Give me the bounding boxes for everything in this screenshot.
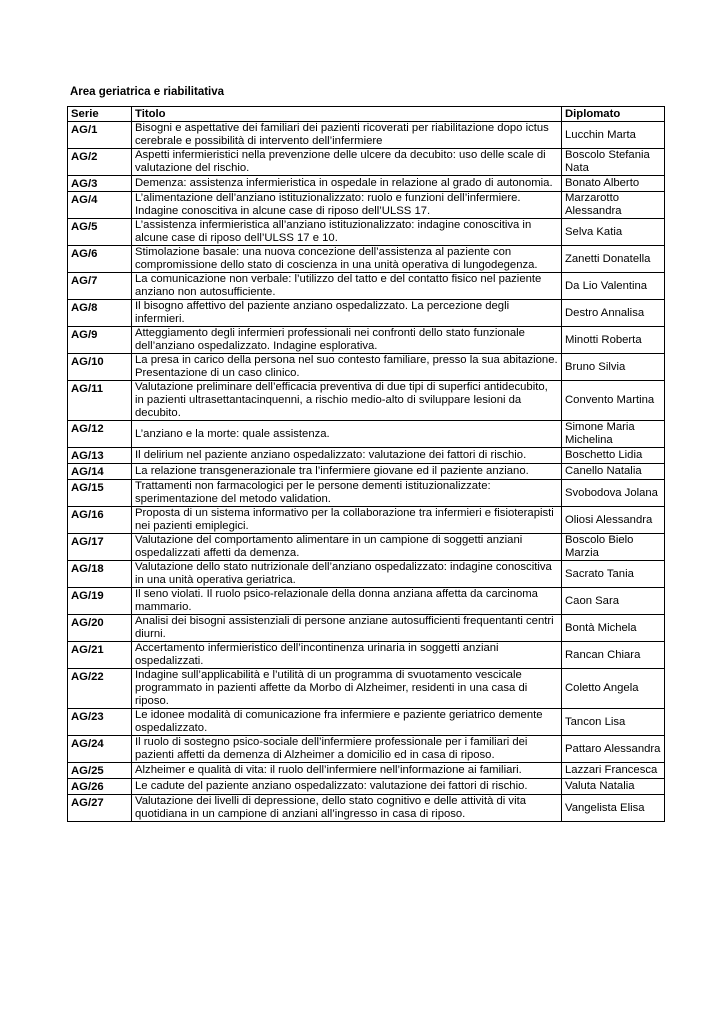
cell-titolo: Demenza: assistenza infermieristica in ospedale in relazione al grado di autonomia. <box>132 176 562 192</box>
cell-serie: AG/24 <box>68 736 132 763</box>
table-row <box>68 273 665 300</box>
cell-serie: AG/27 <box>68 795 132 822</box>
table-row <box>68 464 665 480</box>
cell-diplomato: Tancon Lisa <box>562 709 665 736</box>
cell-titolo: Il delirium nel paziente anziano ospedalizzato: valutazione dei fattori di rischio. <box>132 448 562 464</box>
cell-titolo: Il ruolo di sostegno psico-sociale dell’infermiere professionale per i familiari dei pazienti affetti da demenza di Alzheimer a domicilio ed in casa di riposo. <box>132 736 562 763</box>
cell-diplomato: Sacrato Tania <box>562 561 665 588</box>
cell-diplomato: Marzarotto Alessandra <box>562 192 665 219</box>
cell-titolo: Proposta di un sistema informativo per la collaborazione tra infermieri e fisioterapisti nei pazienti emiplegici. <box>132 507 562 534</box>
table-row <box>68 300 665 327</box>
table-row <box>68 736 665 763</box>
cell-serie: AG/5 <box>68 219 132 246</box>
cell-diplomato: Svobodova Jolana <box>562 480 665 507</box>
cell-serie: AG/9 <box>68 327 132 354</box>
cell-serie: AG/1 <box>68 122 132 149</box>
column-header-diplomato: Diplomato <box>562 107 665 122</box>
cell-diplomato: Zanetti Donatella <box>562 246 665 273</box>
cell-titolo: La presa in carico della persona nel suo contesto familiare, presso la sua abitazione. Presentazione di un caso clinico. <box>132 354 562 381</box>
cell-serie: AG/25 <box>68 763 132 779</box>
table-row <box>68 192 665 219</box>
table-row <box>68 615 665 642</box>
cell-diplomato: Lucchin Marta <box>562 122 665 149</box>
cell-serie: AG/8 <box>68 300 132 327</box>
table-row <box>68 219 665 246</box>
cell-diplomato: Destro Annalisa <box>562 300 665 327</box>
cell-titolo: Il seno violati. Il ruolo psico-relazionale della donna anziana affetta da carcinoma mammario. <box>132 588 562 615</box>
thesis-table <box>67 106 665 822</box>
cell-serie: AG/11 <box>68 381 132 421</box>
table-row <box>68 354 665 381</box>
table-row <box>68 327 665 354</box>
cell-diplomato: Caon Sara <box>562 588 665 615</box>
cell-titolo: Valutazione preliminare dell’efficacia preventiva di due tipi di superfici antidecubito, in pazienti ultrasettantacinquenni, a rischio medio-alto di sviluppare lesioni da decubito. <box>132 381 562 421</box>
cell-titolo: Alzheimer e qualità di vita: il ruolo dell’infermiere nell’informazione ai familiari. <box>132 763 562 779</box>
column-header-serie: Serie <box>68 107 132 122</box>
table-row <box>68 561 665 588</box>
column-header-titolo: Titolo <box>132 107 562 122</box>
cell-titolo: Valutazione dei livelli di depressione, dello stato cognitivo e delle attività di vita quotidiana in un campione di anziani all’ingresso in casa di riposo. <box>132 795 562 822</box>
cell-diplomato: Minotti Roberta <box>562 327 665 354</box>
cell-titolo: Valutazione dello stato nutrizionale dell’anziano ospedalizzato: indagine conoscitiva in una unità operativa geriatrica. <box>132 561 562 588</box>
cell-diplomato: Boschetto Lidia <box>562 448 665 464</box>
cell-serie: AG/15 <box>68 480 132 507</box>
table-row <box>68 507 665 534</box>
cell-serie: AG/16 <box>68 507 132 534</box>
cell-titolo: Analisi dei bisogni assistenziali di persone anziane autosufficienti frequentanti centri diurni. <box>132 615 562 642</box>
table-row <box>68 588 665 615</box>
cell-diplomato: Simone Maria Michelina <box>562 421 665 448</box>
table-row <box>68 149 665 176</box>
cell-diplomato: Bruno Silvia <box>562 354 665 381</box>
cell-diplomato: Convento Martina <box>562 381 665 421</box>
table-row <box>68 763 665 779</box>
table-row <box>68 122 665 149</box>
table-row <box>68 709 665 736</box>
table-body <box>68 122 665 822</box>
cell-titolo: Le cadute del paziente anziano ospedalizzato: valutazione dei fattori di rischio. <box>132 779 562 795</box>
table-row <box>68 534 665 561</box>
cell-serie: AG/4 <box>68 192 132 219</box>
cell-titolo: L’anziano e la morte: quale assistenza. <box>132 421 562 448</box>
cell-diplomato: Selva Katia <box>562 219 665 246</box>
table-row <box>68 421 665 448</box>
cell-titolo: L’alimentazione dell’anziano istituzionalizzato: ruolo e funzioni dell’infermiere. Indagine conoscitiva in alcune case di riposo dell’ULSS 17. <box>132 192 562 219</box>
cell-diplomato: Boscolo Bielo Marzia <box>562 534 665 561</box>
cell-serie: AG/6 <box>68 246 132 273</box>
cell-titolo: Le idonee modalità di comunicazione fra infermiere e paziente geriatrico demente ospedalizzato. <box>132 709 562 736</box>
cell-diplomato: Bontà Michela <box>562 615 665 642</box>
cell-serie: AG/23 <box>68 709 132 736</box>
cell-titolo: La relazione transgenerazionale tra l’infermiere giovane ed il paziente anziano. <box>132 464 562 480</box>
cell-serie: AG/22 <box>68 669 132 709</box>
table-row <box>68 246 665 273</box>
cell-serie: AG/10 <box>68 354 132 381</box>
cell-serie: AG/20 <box>68 615 132 642</box>
cell-titolo: Il bisogno affettivo del paziente anziano ospedalizzato. La percezione degli infermieri. <box>132 300 562 327</box>
table-row <box>68 448 665 464</box>
cell-diplomato: Bonato Alberto <box>562 176 665 192</box>
cell-serie: AG/3 <box>68 176 132 192</box>
cell-titolo: Trattamenti non farmacologici per le persone dementi istituzionalizzate: sperimentazione del metodo validation. <box>132 480 562 507</box>
cell-titolo: Stimolazione basale: una nuova concezione dell’assistenza al paziente con compromissione dello stato di coscienza in una unità operativa di lungodegenza. <box>132 246 562 273</box>
cell-serie: AG/18 <box>68 561 132 588</box>
cell-titolo: Indagine sull’applicabilità e l’utilità di un programma di svuotamento vescicale programmato in pazienti affette da Morbo di Alzheimer, residenti in una casa di riposo. <box>132 669 562 709</box>
cell-serie: AG/21 <box>68 642 132 669</box>
cell-diplomato: Pattaro Alessandra <box>562 736 665 763</box>
cell-titolo: L’assistenza infermieristica all’anziano istituzionalizzato: indagine conoscitiva in alcune case di riposo dell’ULSS 17 e 10. <box>132 219 562 246</box>
cell-serie: AG/17 <box>68 534 132 561</box>
cell-titolo: Aspetti infermieristici nella prevenzione delle ulcere da decubito: uso delle scale di valutazione del rischio. <box>132 149 562 176</box>
cell-diplomato: Coletto Angela <box>562 669 665 709</box>
cell-titolo: Bisogni e aspettative dei familiari dei pazienti ricoverati per riabilitazione dopo ictus cerebrale e possibilità di intervento dell’infermiere <box>132 122 562 149</box>
cell-diplomato: Valuta Natalia <box>562 779 665 795</box>
table-row <box>68 176 665 192</box>
cell-serie: AG/26 <box>68 779 132 795</box>
cell-diplomato: Rancan Chiara <box>562 642 665 669</box>
cell-serie: AG/7 <box>68 273 132 300</box>
cell-diplomato: Lazzari Francesca <box>562 763 665 779</box>
cell-titolo: Atteggiamento degli infermieri professionali nei confronti dello stato funzionale dell’anziano ospedalizzato. Indagine esplorativa. <box>132 327 562 354</box>
cell-serie: AG/19 <box>68 588 132 615</box>
table-row <box>68 642 665 669</box>
table-row <box>68 669 665 709</box>
cell-titolo: La comunicazione non verbale: l’utilizzo del tatto e del contatto fisico nel paziente anziano non autosufficiente. <box>132 273 562 300</box>
cell-serie: AG/13 <box>68 448 132 464</box>
table-row <box>68 381 665 421</box>
table-row <box>68 480 665 507</box>
cell-serie: AG/12 <box>68 421 132 448</box>
section-heading: Area geriatrica e riabilitativa <box>70 86 225 98</box>
table-header-row <box>68 107 665 122</box>
cell-diplomato: Oliosi Alessandra <box>562 507 665 534</box>
table-row <box>68 779 665 795</box>
cell-titolo: Accertamento infermieristico dell’incontinenza urinaria in soggetti anziani ospedalizzati. <box>132 642 562 669</box>
cell-serie: AG/14 <box>68 464 132 480</box>
cell-titolo: Valutazione del comportamento alimentare in un campione di soggetti anziani ospedalizzati affetti da demenza. <box>132 534 562 561</box>
cell-diplomato: Vangelista Elisa <box>562 795 665 822</box>
cell-diplomato: Boscolo Stefania Nata <box>562 149 665 176</box>
cell-diplomato: Canello Natalia <box>562 464 665 480</box>
table-row <box>68 795 665 822</box>
cell-diplomato: Da Lio Valentina <box>562 273 665 300</box>
cell-serie: AG/2 <box>68 149 132 176</box>
